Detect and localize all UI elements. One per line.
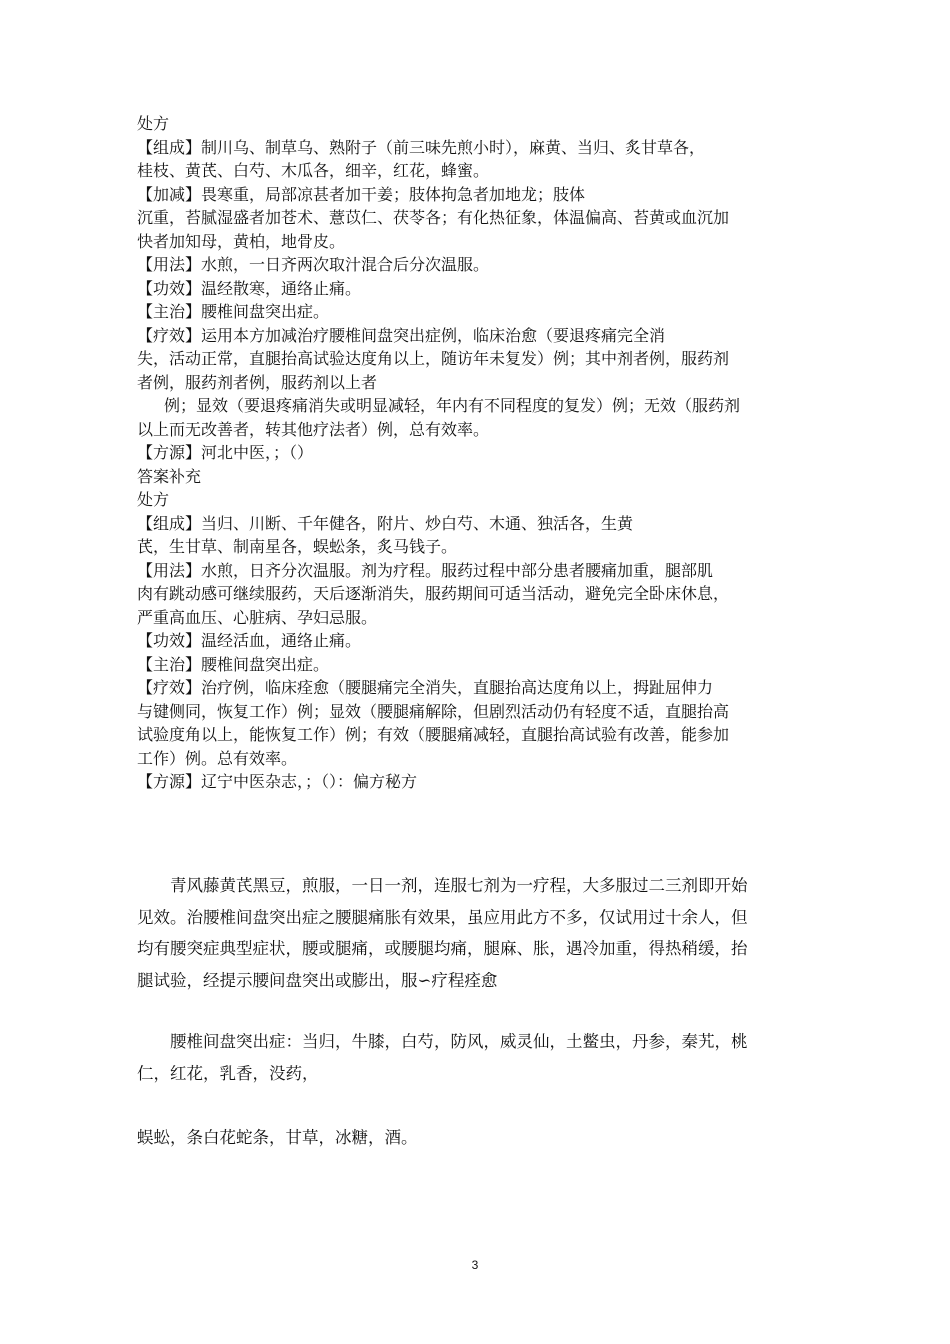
text-line: 芪，生甘草、制南星各，蜈蚣条，炙马钱子。 xyxy=(137,537,458,556)
paragraph-qingfengteng xyxy=(137,870,827,996)
paragraph-gap xyxy=(137,1089,827,1122)
text-line: 与键侧同，恢复工作）例；显效（腰腿痛解除，但剧烈活动仍有轻度不适，直腿抬高 xyxy=(137,701,730,721)
text-line: 肉有跳动感可继续服药，天后逐渐消失，服药期间可适当活动，避免完全卧床休息， xyxy=(137,584,730,603)
paragraph-gap xyxy=(137,996,827,1026)
text-line: 以上而无改善者，转其他疗法者）例，总有效率。 xyxy=(137,419,490,439)
text-line: 桂枝、黄芪、白芍、木瓜各，细辛，红花，蜂蜜。 xyxy=(137,161,490,180)
text-line: 者例，服药剂者例，服药剂以上者 xyxy=(137,372,378,392)
heading-prescription: 处方 xyxy=(137,114,170,133)
text-line: 蜈蚣，条白花蛇条，甘草，冰糖，酒。 xyxy=(137,1128,418,1147)
text-line: 【组成】当归、川断、千年健各，附片、炒白芍、木通、独活各，生黄 xyxy=(137,513,634,533)
text-line: 【用法】水煎，一日齐两次取汁混合后分次温服。 xyxy=(137,255,490,274)
page-number: 3 xyxy=(471,1258,479,1272)
text-line: 快者加知母，黄柏，地骨皮。 xyxy=(137,231,346,251)
text-line: 【方源】河北中医，；（） xyxy=(137,443,314,462)
prescription-section xyxy=(137,112,827,794)
text-line: 例；显效（要退疼痛消失或明显减轻，年内有不同程度的复发）例；无效（服药剂 xyxy=(164,396,741,415)
heading-answer-supplement: 答案补充 xyxy=(137,466,202,486)
text-line: 仁，红花，乳香，没药， xyxy=(137,1063,319,1083)
text-line: 【加减】畏寒重，局部凉甚者加干姜；肢体拘急者加地龙；肢体 xyxy=(137,184,586,204)
text-line: 【功效】温经散寒，通络止痛。 xyxy=(137,278,362,298)
text-line: 【疗效】运用本方加减治疗腰椎间盘突出症例，临床治愈（要退疼痛完全消 xyxy=(137,325,666,345)
heading-prescription: 处方 xyxy=(137,490,170,509)
paragraph-centipede xyxy=(137,1122,827,1154)
text-line: 见效。治腰椎间盘突出症之腰腿痛胀有效果，虽应用此方不多，仅试用过十余人，但 xyxy=(137,907,748,927)
paragraph-lumbar-remedy xyxy=(137,1026,827,1089)
text-line: 工作）例。总有效率。 xyxy=(137,748,298,768)
text-line: 腰椎间盘突出症：当归，牛膝，白芍，防风，威灵仙，土鳖虫，丹参，秦艽，桃 xyxy=(170,1032,748,1051)
text-line: 【用法】水煎，日齐分次温服。剂为疗程。服药过程中部分患者腰痛加重，腿部肌 xyxy=(137,560,714,580)
text-line: 失，活动正常，直腿抬高试验达度角以上，随访年未复发）例；其中剂者例，服药剂 xyxy=(137,349,730,368)
text-line: 沉重，苔腻湿盛者加苍术、薏苡仁、茯苓各；有化热征象，体温偏高、苔黄或血沉加 xyxy=(137,208,730,227)
text-line: 【主治】腰椎间盘突出症。 xyxy=(137,302,330,321)
text-line: 【疗效】治疗例，临床痊愈（腰腿痛完全消失，直腿抬高达度角以上，拇趾屈伸力 xyxy=(137,678,714,697)
text-line: 【方源】辽宁中医杂志，；（）：偏方秘方 xyxy=(137,772,418,791)
text-line: 严重高血压、心脏病、孕妇忌服。 xyxy=(137,607,378,627)
text-line: 【功效】温经活血，通络止痛。 xyxy=(137,631,362,650)
text-line: 【组成】制川乌、制草乌、熟附子（前三味先煎小时），麻黄、当归、炙甘草各， xyxy=(137,137,706,157)
text-line: 均有腰突症典型症状，腰或腿痛，或腰腿均痛，腿麻、胀，遇冷加重，得热稍缓，抬 xyxy=(137,939,748,958)
text-line: 腿试验，经提示腰间盘突出或膨出，服∽疗程痊愈 xyxy=(137,970,498,990)
text-line: 【主治】腰椎间盘突出症。 xyxy=(137,654,330,674)
text-line: 试验度角以上，能恢复工作）例；有效（腰腿痛减轻，直腿抬高试验有改善，能参加 xyxy=(137,725,730,744)
text-line: 青风藤黄芪黑豆，煎服，一日一剂，连服七剂为一疗程，大多服过二三剂即开始 xyxy=(170,876,748,895)
remedies-section xyxy=(137,870,827,1154)
